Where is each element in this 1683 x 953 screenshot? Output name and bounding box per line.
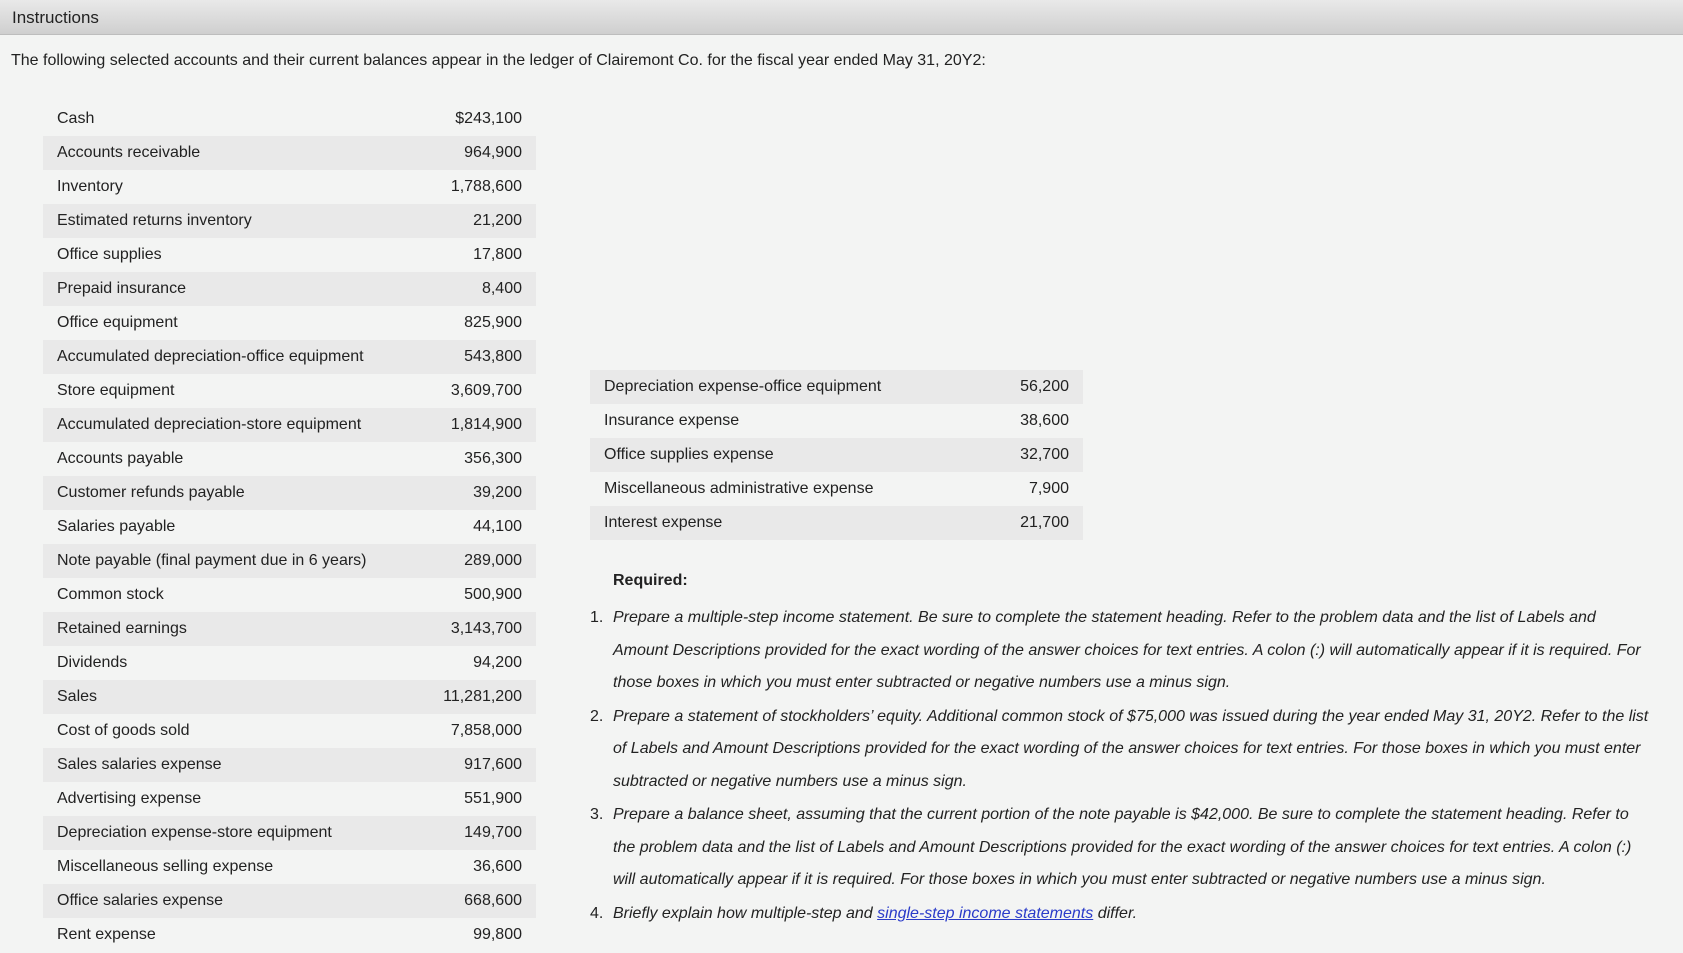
account-balance: 99,800 bbox=[473, 926, 522, 943]
ledger-row bbox=[43, 714, 536, 748]
account-name: Advertising expense bbox=[57, 790, 202, 807]
required-item-text: Prepare a multiple-step income statement. Be sure to complete the statement heading. Refer to the problem data and the list of Labels and Amount Descriptions provided for the exact wording of the answer choices for text entries. A colon (:) will automatically appear if it is required. For those boxes in which you must enter subtracted or negative numbers use a minus sign. bbox=[613, 609, 1641, 691]
header-title: Instructions bbox=[12, 8, 99, 27]
account-name: Retained earnings bbox=[43, 612, 417, 646]
required-item-number: 2. bbox=[590, 707, 604, 725]
ledger-row bbox=[43, 748, 536, 782]
required-item-number: 3. bbox=[590, 806, 604, 823]
account-balance: 39,200 bbox=[417, 476, 536, 510]
ledger-row bbox=[43, 680, 536, 714]
account-balance: 500,900 bbox=[464, 586, 522, 603]
account-name: Note payable (final payment due in 6 years) bbox=[43, 544, 417, 578]
account-balance: 44,100 bbox=[473, 518, 522, 535]
account-balance: 1,814,900 bbox=[417, 408, 536, 442]
account-name: Cash bbox=[57, 110, 95, 127]
required-item-2 bbox=[590, 701, 1650, 799]
ledger-row bbox=[43, 782, 536, 816]
required-item-number: 4. bbox=[590, 904, 604, 922]
account-balance: 917,600 bbox=[417, 748, 536, 782]
ledger-row bbox=[43, 884, 536, 918]
required-item-3 bbox=[590, 799, 1650, 897]
account-name: Depreciation expense-store equipment bbox=[43, 816, 417, 850]
required-item-text-after: differ. bbox=[1093, 904, 1138, 922]
account-name: Cost of goods sold bbox=[57, 722, 190, 739]
account-balance: 3,609,700 bbox=[450, 382, 522, 399]
ledger-row bbox=[43, 612, 536, 646]
instructions-header bbox=[0, 0, 1683, 35]
account-balance: 17,800 bbox=[473, 246, 522, 263]
account-name: Store equipment bbox=[57, 382, 175, 399]
account-name: Sales salaries expense bbox=[43, 748, 417, 782]
account-name: Sales bbox=[43, 680, 417, 714]
account-name: Miscellaneous administrative expense bbox=[604, 480, 874, 497]
ledger-row bbox=[43, 544, 536, 578]
account-balance: 3,143,700 bbox=[417, 612, 536, 646]
ledger-row bbox=[43, 340, 536, 374]
ledger-row bbox=[43, 408, 536, 442]
ledger-row bbox=[43, 442, 536, 476]
ledger-row bbox=[590, 370, 1083, 404]
ledger-row bbox=[590, 472, 1083, 506]
account-name: Accumulated depreciation-store equipment bbox=[43, 408, 417, 442]
required-item-text: Prepare a balance sheet, assuming that the current portion of the note payable is $42,000. Be sure to complete the statement heading. Refer to the problem data and the list of Labels and Amount Descriptions provided for the exact wording of the answer choices for text entries. A colon (:) will automatically appear if it is required. For those boxes in which you must enter subtracted or negative numbers use a minus sign. bbox=[613, 806, 1632, 888]
account-balance: $243,100 bbox=[455, 110, 522, 127]
account-name: Miscellaneous selling expense bbox=[57, 858, 274, 875]
ledger-row bbox=[43, 476, 536, 510]
account-balance: 7,858,000 bbox=[450, 722, 522, 739]
account-name: Salaries payable bbox=[57, 518, 176, 535]
account-name: Accounts payable bbox=[57, 450, 184, 467]
ledger-row bbox=[43, 578, 536, 612]
account-balance: 543,800 bbox=[417, 340, 536, 374]
ledger-row bbox=[43, 646, 536, 680]
account-balance: 7,900 bbox=[1028, 480, 1069, 497]
account-balance: 149,700 bbox=[417, 816, 536, 850]
ledger-row bbox=[43, 850, 536, 884]
required-item-number: 1. bbox=[590, 609, 604, 626]
account-name: Office supplies bbox=[57, 246, 162, 263]
account-balance: 21,200 bbox=[417, 204, 536, 238]
required-item-4 bbox=[590, 898, 1650, 931]
account-balance: 38,600 bbox=[1020, 412, 1069, 429]
account-name: Customer refunds payable bbox=[43, 476, 417, 510]
ledger-row bbox=[43, 136, 536, 170]
ledger-row bbox=[43, 238, 536, 272]
account-name: Rent expense bbox=[57, 926, 156, 943]
ledger-row bbox=[43, 272, 536, 306]
account-balance: 36,600 bbox=[473, 858, 522, 875]
ledger-row bbox=[43, 204, 536, 238]
required-list bbox=[590, 602, 1650, 930]
ledger-row bbox=[43, 918, 536, 952]
single-step-income-statements-link[interactable]: single-step income statements bbox=[877, 904, 1094, 922]
account-balance: 11,281,200 bbox=[417, 680, 536, 714]
account-name: Interest expense bbox=[590, 506, 984, 540]
ledger-table-left bbox=[43, 102, 536, 952]
required-item-text-before: Briefly explain how multiple-step and bbox=[613, 904, 878, 922]
ledger-row bbox=[43, 102, 536, 136]
account-balance: 964,900 bbox=[417, 136, 536, 170]
account-name: Common stock bbox=[57, 586, 164, 603]
account-name: Accumulated depreciation-office equipment bbox=[43, 340, 417, 374]
account-name: Estimated returns inventory bbox=[43, 204, 417, 238]
ledger-row bbox=[590, 438, 1083, 472]
account-balance: 56,200 bbox=[984, 370, 1083, 404]
intro-text: The following selected accounts and their current balances appear in the ledger of Clairemont Co. for the fiscal year ended May 31, 20Y2: bbox=[11, 52, 986, 69]
required-heading: Required: bbox=[613, 572, 688, 589]
account-balance: 8,400 bbox=[417, 272, 536, 306]
account-balance: 356,300 bbox=[464, 450, 522, 467]
account-name: Depreciation expense-office equipment bbox=[590, 370, 984, 404]
required-item-1 bbox=[590, 602, 1650, 700]
ledger-row bbox=[43, 816, 536, 850]
ledger-row bbox=[590, 506, 1083, 540]
account-balance: 94,200 bbox=[473, 654, 522, 671]
account-balance: 32,700 bbox=[984, 438, 1083, 472]
account-balance: 825,900 bbox=[464, 314, 522, 331]
ledger-row bbox=[43, 170, 536, 204]
account-balance: 551,900 bbox=[464, 790, 522, 807]
account-name: Inventory bbox=[57, 178, 123, 195]
ledger-row bbox=[590, 404, 1083, 438]
account-balance: 289,000 bbox=[417, 544, 536, 578]
required-item-text: Prepare a statement of stockholders’ equity. Additional common stock of $75,000 was issued during the year ended May 31, 20Y2. Refer to the list of Labels and Amount Descriptions provided for the exact wording of the answer choices for text entries. For those boxes in which you must enter subtracted or negative numbers use a minus sign. bbox=[613, 707, 1649, 790]
ledger-row bbox=[43, 374, 536, 408]
required-section bbox=[590, 572, 1650, 931]
account-name: Dividends bbox=[57, 654, 128, 671]
ledger-row bbox=[43, 510, 536, 544]
account-balance: 21,700 bbox=[984, 506, 1083, 540]
account-name: Office salaries expense bbox=[43, 884, 417, 918]
account-name: Prepaid insurance bbox=[43, 272, 417, 306]
account-name: Office equipment bbox=[57, 314, 178, 331]
ledger-table-right bbox=[590, 370, 1083, 540]
ledger-row bbox=[43, 306, 536, 340]
account-name: Insurance expense bbox=[604, 412, 740, 429]
account-balance: 1,788,600 bbox=[450, 178, 522, 195]
account-balance: 668,600 bbox=[417, 884, 536, 918]
account-name: Accounts receivable bbox=[43, 136, 417, 170]
account-name: Office supplies expense bbox=[590, 438, 984, 472]
